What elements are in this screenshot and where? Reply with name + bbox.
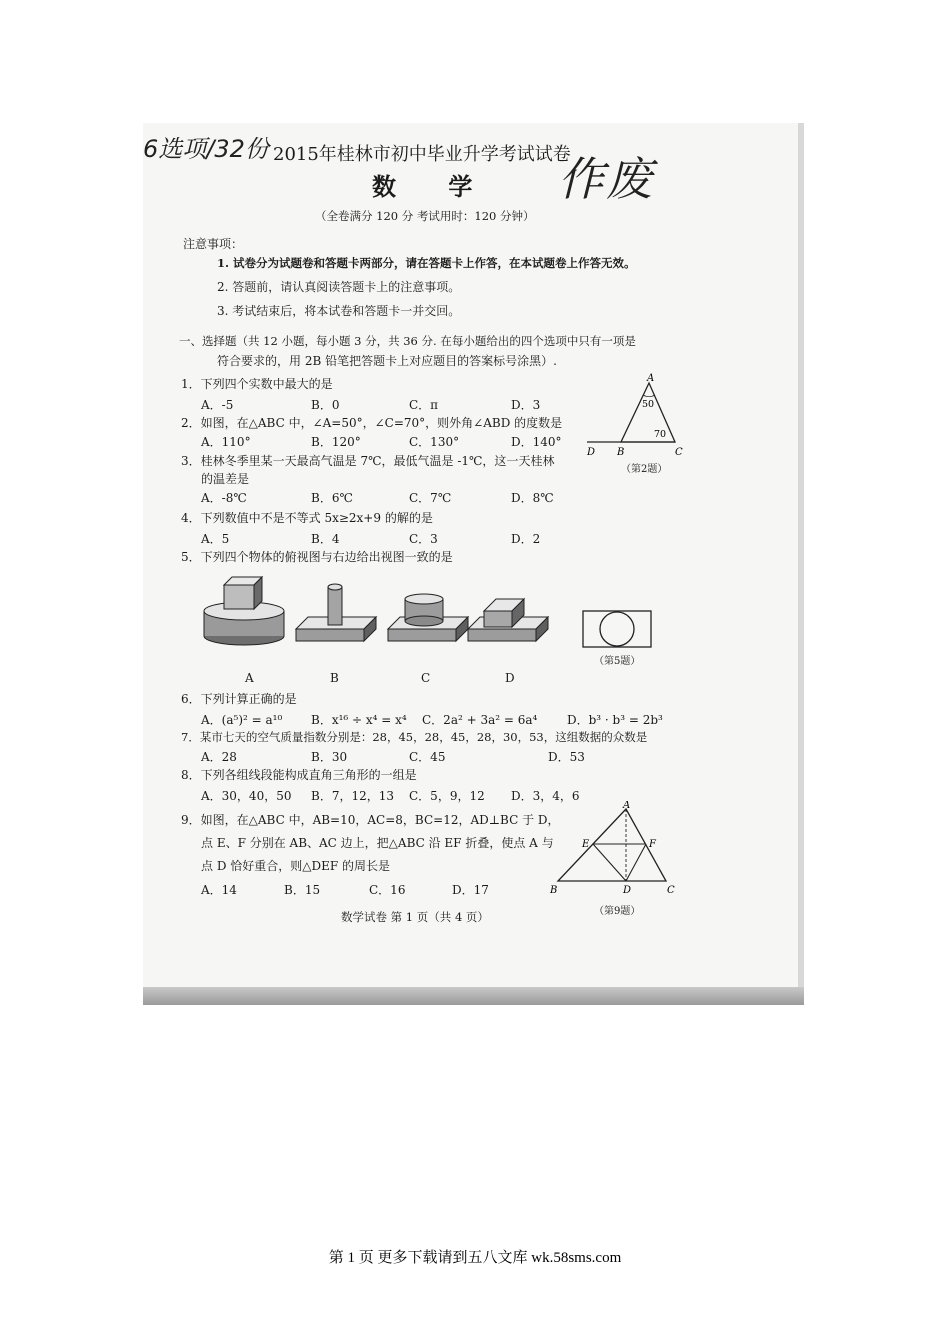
vertex-label: B xyxy=(550,885,558,896)
question-stem: 2．如图，在△ABC 中，∠A=50°，∠C=70°，则外角∠ABD 的度数是 xyxy=(181,416,563,430)
option: B．4 xyxy=(311,532,340,546)
option: C．45 xyxy=(409,750,446,764)
question-stem: 4．下列数值中不是不等式 5x≥2x+9 的解的是 xyxy=(181,511,433,525)
figure-d-stepped-block xyxy=(468,599,548,641)
option: A．-5 xyxy=(201,398,234,412)
option: A．30，40，50 xyxy=(201,789,292,803)
vertex-label: D xyxy=(587,447,596,458)
option: C．3 xyxy=(409,532,438,546)
vertex-label: B xyxy=(617,447,625,458)
option: B．120° xyxy=(311,435,361,449)
option: A．5 xyxy=(201,532,230,546)
notes-heading: 注意事项： xyxy=(183,237,244,251)
vertex-label: A xyxy=(623,801,631,811)
vertex-label: F xyxy=(649,839,656,850)
vertex-label: A xyxy=(647,373,655,384)
scanned-exam-page xyxy=(143,123,804,1005)
q5-solid-figures xyxy=(198,571,658,666)
question-stem: 7．某市七天的空气质量指数分别是：28，45，28，45，28，30，53，这组数据的众数是 xyxy=(181,730,648,744)
option: D．3 xyxy=(511,398,541,412)
vertex-label: C xyxy=(675,447,683,458)
option: B．0 xyxy=(311,398,340,412)
note-item: 3. 考试结束后，将本试卷和答题卡一并交回。 xyxy=(217,304,461,318)
handwritten-note-void: 作废 xyxy=(558,152,654,206)
option: C．π xyxy=(409,398,439,412)
note-item: 2. 答题前，请认真阅读答题卡上的注意事项。 xyxy=(217,280,461,294)
exam-subject: 数 学 xyxy=(372,172,495,201)
download-footer: 第 1 页 更多下载请到五八文库 wk.58sms.com xyxy=(328,1250,622,1266)
figure-b-slab-cylinder xyxy=(296,584,376,641)
option: C．16 xyxy=(369,883,406,897)
option: D．b³ · b³ = 2b³ xyxy=(567,713,663,727)
option: C．130° xyxy=(409,435,460,449)
option: C．2a² + 3a² = 6a⁴ xyxy=(422,713,538,727)
note-item: 1. 试卷分为试题卷和答题卡两部分，请在答题卡上作答，在本试题卷上作答无效。 xyxy=(217,256,636,270)
vertex-label: C xyxy=(667,885,675,896)
option: D．3，4，6 xyxy=(511,789,580,803)
exam-title: 2015年桂林市初中毕业升学考试试卷 xyxy=(273,144,571,165)
option: A．-8℃ xyxy=(201,491,247,505)
option: B．30 xyxy=(311,750,348,764)
option: B．6℃ xyxy=(311,491,353,505)
option: D．8℃ xyxy=(511,491,554,505)
figure-caption: （第5题） xyxy=(594,656,641,667)
figure-label: D xyxy=(505,671,515,685)
exam-info: （全卷满分 120 分 考试用时：120 分钟） xyxy=(315,209,535,223)
option: A．110° xyxy=(201,435,251,449)
figure-label: A xyxy=(245,671,254,685)
option: D．140° xyxy=(511,435,562,449)
option: B．7，12，13 xyxy=(311,789,394,803)
option: A．28 xyxy=(201,750,237,764)
exam-page-number: 数学试卷 第 1 页（共 4 页） xyxy=(341,910,489,924)
vertex-label: E xyxy=(582,839,590,850)
option: C．7℃ xyxy=(409,491,452,505)
option: A．14 xyxy=(201,883,237,897)
angle-label: 50 xyxy=(642,399,655,410)
question-stem: 8．下列各组线段能构成直角三角形的一组是 xyxy=(181,768,417,782)
section-heading: 一、选择题（共 12 小题，每小题 3 分，共 36 分. 在每小题给出的四个选项中只有一项是 xyxy=(179,334,636,348)
option: D．53 xyxy=(548,750,585,764)
question-stem: 9．如图，在△ABC 中，AB=10，AC=8，BC=12，AD⊥BC 于 D， xyxy=(181,813,560,827)
handwritten-note-left: 6选项/32份 xyxy=(143,135,269,163)
question-stem-cont: 点 E、F 分别在 AB、AC 边上，把△ABC 沿 EF 折叠，使点 A 与 xyxy=(201,836,554,850)
option: A．(a⁵)² = a¹⁰ xyxy=(201,713,283,727)
figure-caption: （第9题） xyxy=(594,906,641,917)
option: B．x¹⁶ ÷ x⁴ = x⁴ xyxy=(311,713,407,727)
question-stem: 6．下列计算正确的是 xyxy=(181,692,297,706)
figure-a-cylinder-cube xyxy=(204,577,284,645)
vertex-label: D xyxy=(623,885,632,896)
question-stem: 1．下列四个实数中最大的是 xyxy=(181,377,333,391)
scan-edge-bottom xyxy=(143,987,804,1005)
figure-q9-folded-triangle xyxy=(548,801,678,897)
scan-edge xyxy=(798,123,804,1005)
section-heading-cont: 符合要求的，用 2B 铅笔把答题卡上对应题目的答案标号涂黑）. xyxy=(217,354,557,368)
figure-given-view xyxy=(583,611,651,647)
question-stem: 3．桂林冬季里某一天最高气温是 7℃，最低气温是 -1℃，这一天桂林 xyxy=(181,454,555,468)
option: D．17 xyxy=(452,883,489,897)
figure-label: B xyxy=(330,671,339,685)
figure-label: C xyxy=(421,671,431,685)
option: B．15 xyxy=(284,883,321,897)
question-stem: 5．下列四个物体的俯视图与右边给出视图一致的是 xyxy=(181,550,453,564)
question-stem-cont: 点 D 恰好重合，则△DEF 的周长是 xyxy=(201,859,391,873)
figure-c-slab-disc xyxy=(388,594,468,641)
figure-q2-triangle xyxy=(583,371,693,461)
figure-caption: （第2题） xyxy=(621,464,668,475)
option: D．2 xyxy=(511,532,541,546)
angle-label: 70 xyxy=(654,429,667,440)
option: C．5，9，12 xyxy=(409,789,485,803)
question-stem-cont: 的温差是 xyxy=(201,472,250,486)
